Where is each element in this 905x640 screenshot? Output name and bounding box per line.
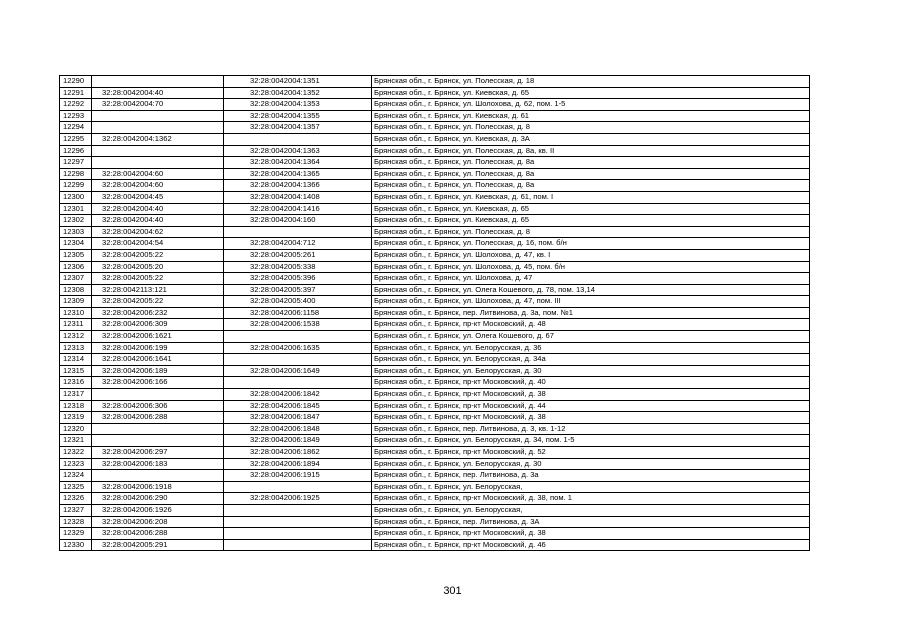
- table-row: [60, 504, 810, 516]
- building-cadastral-number-cell: [224, 516, 372, 528]
- table-row: [60, 400, 810, 412]
- table-row: [60, 215, 810, 227]
- land-cadastral-number-cell: 32:28:0042006:288: [92, 528, 224, 540]
- row-number-cell: 12298: [60, 168, 92, 180]
- table-row: [60, 261, 810, 273]
- row-number-cell: 12312: [60, 331, 92, 343]
- building-cadastral-number-cell: 32:28:0042006:1849: [224, 435, 372, 447]
- land-cadastral-number-cell: [92, 470, 224, 482]
- row-number-cell: 12315: [60, 365, 92, 377]
- building-cadastral-number-cell: 32:28:0042004:1416: [224, 203, 372, 215]
- table-row: [60, 528, 810, 540]
- building-cadastral-number-cell: 32:28:0042004:160: [224, 215, 372, 227]
- land-cadastral-number-cell: 32:28:0042004:40: [92, 203, 224, 215]
- land-cadastral-number-cell: 32:28:0042006:1918: [92, 481, 224, 493]
- row-number-cell: 12295: [60, 133, 92, 145]
- building-cadastral-number-cell: 32:28:0042006:1158: [224, 307, 372, 319]
- land-cadastral-number-cell: [92, 110, 224, 122]
- table-row: [60, 203, 810, 215]
- building-cadastral-number-cell: [224, 528, 372, 540]
- row-number-cell: 12299: [60, 180, 92, 192]
- building-cadastral-number-cell: [224, 226, 372, 238]
- address-cell: Брянская обл., г. Брянск, пр-кт Московский, д. 52: [372, 447, 810, 459]
- address-cell: Брянская обл., г. Брянск, ул. Полесская, д. 16, пом. б/н: [372, 238, 810, 250]
- land-cadastral-number-cell: 32:28:0042004:40: [92, 87, 224, 99]
- building-cadastral-number-cell: [224, 539, 372, 551]
- land-cadastral-number-cell: 32:28:0042004:54: [92, 238, 224, 250]
- address-cell: Брянская обл., г. Брянск, ул. Полесская, д. 18: [372, 76, 810, 88]
- address-cell: Брянская обл., г. Брянск, ул. Шолохова, д. 62, пом. 1-5: [372, 99, 810, 111]
- building-cadastral-number-cell: 32:28:0042004:1366: [224, 180, 372, 192]
- row-number-cell: 12300: [60, 191, 92, 203]
- address-cell: Брянская обл., г. Брянск, ул. Киевская, д. 65: [372, 215, 810, 227]
- table-row: [60, 238, 810, 250]
- table-row: [60, 458, 810, 470]
- table-row: [60, 435, 810, 447]
- table-row: [60, 319, 810, 331]
- table-row: [60, 168, 810, 180]
- table-row: [60, 412, 810, 424]
- address-cell: Брянская обл., г. Брянск, ул. Белорусская, д. 34а: [372, 354, 810, 366]
- building-cadastral-number-cell: [224, 481, 372, 493]
- land-cadastral-number-cell: 32:28:0042113:121: [92, 284, 224, 296]
- building-cadastral-number-cell: 32:28:0042006:1847: [224, 412, 372, 424]
- building-cadastral-number-cell: 32:28:0042006:1842: [224, 389, 372, 401]
- row-number-cell: 12308: [60, 284, 92, 296]
- row-number-cell: 12309: [60, 296, 92, 308]
- row-number-cell: 12316: [60, 377, 92, 389]
- address-cell: Брянская обл., г. Брянск, пер. Литвинова, д. 3, кв. 1-12: [372, 423, 810, 435]
- row-number-cell: 12314: [60, 354, 92, 366]
- land-cadastral-number-cell: 32:28:0042004:62: [92, 226, 224, 238]
- land-cadastral-number-cell: 32:28:0042004:60: [92, 168, 224, 180]
- row-number-cell: 12310: [60, 307, 92, 319]
- address-cell: Брянская обл., г. Брянск, пер. Литвинова, д. 3А: [372, 516, 810, 528]
- address-cell: Брянская обл., г. Брянск, ул. Белорусская,: [372, 481, 810, 493]
- building-cadastral-number-cell: 32:28:0042004:1352: [224, 87, 372, 99]
- address-cell: Брянская обл., г. Брянск, ул. Шолохова, д. 47, пом. III: [372, 296, 810, 308]
- table-row: [60, 273, 810, 285]
- address-cell: Брянская обл., г. Брянск, ул. Полесская, д. 8а: [372, 180, 810, 192]
- row-number-cell: 12306: [60, 261, 92, 273]
- row-number-cell: 12303: [60, 226, 92, 238]
- land-cadastral-number-cell: 32:28:0042006:232: [92, 307, 224, 319]
- land-cadastral-number-cell: 32:28:0042006:183: [92, 458, 224, 470]
- table-row: [60, 87, 810, 99]
- address-cell: Брянская обл., г. Брянск, ул. Белорусская,: [372, 504, 810, 516]
- building-cadastral-number-cell: 32:28:0042006:1635: [224, 342, 372, 354]
- building-cadastral-number-cell: 32:28:0042006:1538: [224, 319, 372, 331]
- table-row: [60, 365, 810, 377]
- building-cadastral-number-cell: 32:28:0042004:1364: [224, 157, 372, 169]
- land-cadastral-number-cell: 32:28:0042006:1641: [92, 354, 224, 366]
- property-table: [59, 75, 810, 551]
- land-cadastral-number-cell: [92, 157, 224, 169]
- building-cadastral-number-cell: 32:28:0042006:1845: [224, 400, 372, 412]
- address-cell: Брянская обл., г. Брянск, ул. Полесская, д. 8а: [372, 168, 810, 180]
- building-cadastral-number-cell: 32:28:0042004:1357: [224, 122, 372, 134]
- table-row: [60, 76, 810, 88]
- land-cadastral-number-cell: 32:28:0042006:309: [92, 319, 224, 331]
- row-number-cell: 12327: [60, 504, 92, 516]
- table-row: [60, 145, 810, 157]
- row-number-cell: 12324: [60, 470, 92, 482]
- table-row: [60, 493, 810, 505]
- row-number-cell: 12326: [60, 493, 92, 505]
- address-cell: Брянская обл., г. Брянск, ул. Полесская, д. 8а: [372, 157, 810, 169]
- land-cadastral-number-cell: 32:28:0042006:189: [92, 365, 224, 377]
- building-cadastral-number-cell: 32:28:0042006:1915: [224, 470, 372, 482]
- building-cadastral-number-cell: [224, 354, 372, 366]
- land-cadastral-number-cell: 32:28:0042005:20: [92, 261, 224, 273]
- address-cell: Брянская обл., г. Брянск, ул. Шолохова, д. 45, пом. б/н: [372, 261, 810, 273]
- land-cadastral-number-cell: 32:28:0042004:60: [92, 180, 224, 192]
- building-cadastral-number-cell: 32:28:0042005:400: [224, 296, 372, 308]
- address-cell: Брянская обл., г. Брянск, ул. Киевская, д. 65: [372, 203, 810, 215]
- address-cell: Брянская обл., г. Брянск, ул. Олега Кошевого, д. 78, пом. 13,14: [372, 284, 810, 296]
- address-cell: Брянская обл., г. Брянск, ул. Киевская, д. 65: [372, 87, 810, 99]
- address-cell: Брянская обл., г. Брянск, ул. Полесская, д. 8: [372, 226, 810, 238]
- row-number-cell: 12290: [60, 76, 92, 88]
- row-number-cell: 12304: [60, 238, 92, 250]
- address-cell: Брянская обл., г. Брянск, ул. Олега Кошевого, д. 67: [372, 331, 810, 343]
- building-cadastral-number-cell: 32:28:0042004:1365: [224, 168, 372, 180]
- table-row: [60, 389, 810, 401]
- land-cadastral-number-cell: 32:28:0042004:40: [92, 215, 224, 227]
- address-cell: Брянская обл., г. Брянск, пр-кт Московский, д. 44: [372, 400, 810, 412]
- address-cell: Брянская обл., г. Брянск, ул. Киевская, д. 61, пом. I: [372, 191, 810, 203]
- row-number-cell: 12328: [60, 516, 92, 528]
- row-number-cell: 12296: [60, 145, 92, 157]
- table-row: [60, 249, 810, 261]
- building-cadastral-number-cell: [224, 377, 372, 389]
- address-cell: Брянская обл., г. Брянск, пер. Литвинова, д. 3а, пом. №1: [372, 307, 810, 319]
- building-cadastral-number-cell: 32:28:0042005:397: [224, 284, 372, 296]
- row-number-cell: 12320: [60, 423, 92, 435]
- table-row: [60, 539, 810, 551]
- row-number-cell: 12321: [60, 435, 92, 447]
- table-row: [60, 226, 810, 238]
- land-cadastral-number-cell: 32:28:0042004:70: [92, 99, 224, 111]
- table-row: [60, 481, 810, 493]
- table-row: [60, 423, 810, 435]
- row-number-cell: 12329: [60, 528, 92, 540]
- address-cell: Брянская обл., г. Брянск, ул. Белорусская, д. 36: [372, 342, 810, 354]
- table-row: [60, 354, 810, 366]
- land-cadastral-number-cell: 32:28:0042006:208: [92, 516, 224, 528]
- row-number-cell: 12291: [60, 87, 92, 99]
- address-cell: Брянская обл., г. Брянск, пр-кт Московский, д. 38: [372, 412, 810, 424]
- row-number-cell: 12317: [60, 389, 92, 401]
- land-cadastral-number-cell: 32:28:0042005:291: [92, 539, 224, 551]
- row-number-cell: 12325: [60, 481, 92, 493]
- address-cell: Брянская обл., г. Брянск, пр-кт Московский, д. 46: [372, 539, 810, 551]
- land-cadastral-number-cell: 32:28:0042004:45: [92, 191, 224, 203]
- land-cadastral-number-cell: 32:28:0042006:1621: [92, 331, 224, 343]
- page-number: 301: [443, 585, 462, 597]
- address-cell: Брянская обл., г. Брянск, пер. Литвинова, д. 3а: [372, 470, 810, 482]
- row-number-cell: 12311: [60, 319, 92, 331]
- row-number-cell: 12302: [60, 215, 92, 227]
- land-cadastral-number-cell: 32:28:0042006:288: [92, 412, 224, 424]
- table-row: [60, 133, 810, 145]
- land-cadastral-number-cell: [92, 145, 224, 157]
- building-cadastral-number-cell: 32:28:0042004:712: [224, 238, 372, 250]
- table-row: [60, 307, 810, 319]
- table-row: [60, 342, 810, 354]
- row-number-cell: 12297: [60, 157, 92, 169]
- address-cell: Брянская обл., г. Брянск, ул. Шолохова, д. 47: [372, 273, 810, 285]
- land-cadastral-number-cell: 32:28:0042004:1362: [92, 133, 224, 145]
- building-cadastral-number-cell: 32:28:0042005:396: [224, 273, 372, 285]
- building-cadastral-number-cell: [224, 133, 372, 145]
- land-cadastral-number-cell: 32:28:0042005:22: [92, 273, 224, 285]
- address-cell: Брянская обл., г. Брянск, ул. Киевская, д. 61: [372, 110, 810, 122]
- address-cell: Брянская обл., г. Брянск, пр-кт Московский, д. 38: [372, 528, 810, 540]
- address-cell: Брянская обл., г. Брянск, ул. Киевская, д. 3А: [372, 133, 810, 145]
- property-table-body: [60, 76, 810, 551]
- address-cell: Брянская обл., г. Брянск, ул. Полесская, д. 8: [372, 122, 810, 134]
- table-row: [60, 284, 810, 296]
- row-number-cell: 12319: [60, 412, 92, 424]
- building-cadastral-number-cell: 32:28:0042004:1408: [224, 191, 372, 203]
- row-number-cell: 12330: [60, 539, 92, 551]
- land-cadastral-number-cell: 32:28:0042006:1926: [92, 504, 224, 516]
- building-cadastral-number-cell: 32:28:0042006:1848: [224, 423, 372, 435]
- building-cadastral-number-cell: 32:28:0042004:1355: [224, 110, 372, 122]
- row-number-cell: 12323: [60, 458, 92, 470]
- building-cadastral-number-cell: 32:28:0042006:1925: [224, 493, 372, 505]
- building-cadastral-number-cell: 32:28:0042004:1351: [224, 76, 372, 88]
- building-cadastral-number-cell: 32:28:0042004:1363: [224, 145, 372, 157]
- building-cadastral-number-cell: 32:28:0042004:1353: [224, 99, 372, 111]
- building-cadastral-number-cell: 32:28:0042006:1894: [224, 458, 372, 470]
- table-row: [60, 191, 810, 203]
- address-cell: Брянская обл., г. Брянск, ул. Полесская, д. 8а, кв. II: [372, 145, 810, 157]
- building-cadastral-number-cell: [224, 331, 372, 343]
- land-cadastral-number-cell: [92, 122, 224, 134]
- land-cadastral-number-cell: 32:28:0042005:22: [92, 249, 224, 261]
- row-number-cell: 12294: [60, 122, 92, 134]
- row-number-cell: 12307: [60, 273, 92, 285]
- address-cell: Брянская обл., г. Брянск, ул. Белорусская, д. 34, пом. 1-5: [372, 435, 810, 447]
- building-cadastral-number-cell: [224, 504, 372, 516]
- land-cadastral-number-cell: 32:28:0042005:22: [92, 296, 224, 308]
- table-row: [60, 110, 810, 122]
- land-cadastral-number-cell: 32:28:0042006:290: [92, 493, 224, 505]
- row-number-cell: 12305: [60, 249, 92, 261]
- land-cadastral-number-cell: 32:28:0042006:306: [92, 400, 224, 412]
- land-cadastral-number-cell: [92, 423, 224, 435]
- building-cadastral-number-cell: 32:28:0042005:338: [224, 261, 372, 273]
- land-cadastral-number-cell: [92, 435, 224, 447]
- address-cell: Брянская обл., г. Брянск, пр-кт Московский, д. 40: [372, 377, 810, 389]
- row-number-cell: 12293: [60, 110, 92, 122]
- land-cadastral-number-cell: 32:28:0042006:166: [92, 377, 224, 389]
- building-cadastral-number-cell: 32:28:0042005:261: [224, 249, 372, 261]
- land-cadastral-number-cell: 32:28:0042006:199: [92, 342, 224, 354]
- row-number-cell: 12322: [60, 447, 92, 459]
- table-row: [60, 470, 810, 482]
- building-cadastral-number-cell: 32:28:0042006:1862: [224, 447, 372, 459]
- table-row: [60, 331, 810, 343]
- address-cell: Брянская обл., г. Брянск, ул. Шолохова, д. 47, кв. I: [372, 249, 810, 261]
- table-row: [60, 377, 810, 389]
- address-cell: Брянская обл., г. Брянск, пр-кт Московский, д. 48: [372, 319, 810, 331]
- land-cadastral-number-cell: 32:28:0042006:297: [92, 447, 224, 459]
- table-row: [60, 122, 810, 134]
- address-cell: Брянская обл., г. Брянск, ул. Белорусская, д. 30: [372, 365, 810, 377]
- table-row: [60, 447, 810, 459]
- row-number-cell: 12292: [60, 99, 92, 111]
- address-cell: Брянская обл., г. Брянск, пр-кт Московский, д. 38: [372, 389, 810, 401]
- land-cadastral-number-cell: [92, 389, 224, 401]
- row-number-cell: 12313: [60, 342, 92, 354]
- land-cadastral-number-cell: [92, 76, 224, 88]
- table-row: [60, 99, 810, 111]
- row-number-cell: 12301: [60, 203, 92, 215]
- table-row: [60, 180, 810, 192]
- row-number-cell: 12318: [60, 400, 92, 412]
- table-row: [60, 157, 810, 169]
- address-cell: Брянская обл., г. Брянск, пр-кт Московский, д. 38, пом. 1: [372, 493, 810, 505]
- table-row: [60, 516, 810, 528]
- building-cadastral-number-cell: 32:28:0042006:1649: [224, 365, 372, 377]
- address-cell: Брянская обл., г. Брянск, ул. Белорусская, д. 30: [372, 458, 810, 470]
- table-row: [60, 296, 810, 308]
